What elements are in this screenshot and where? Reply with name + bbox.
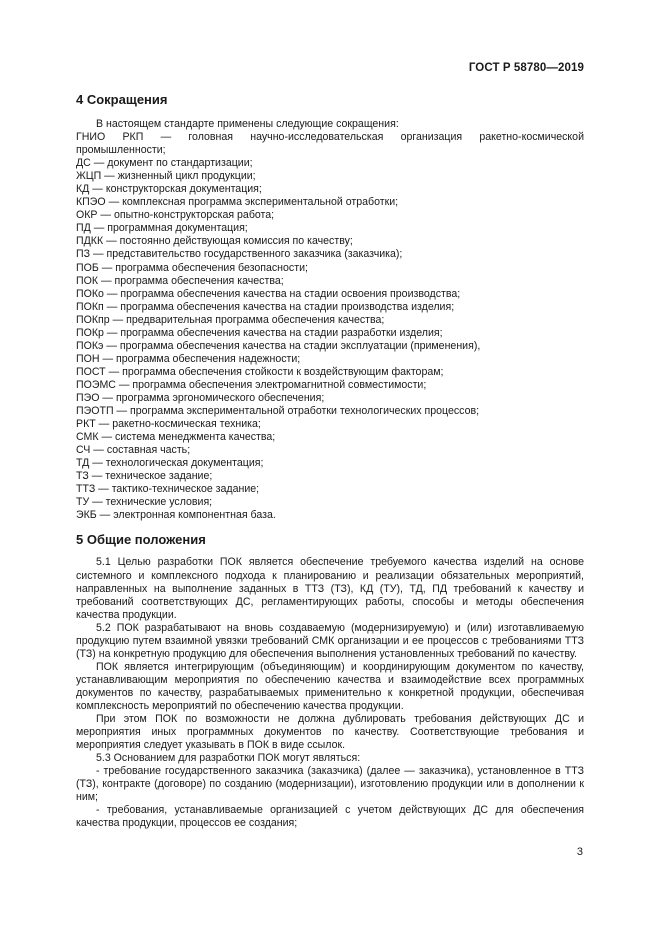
abbr-item: РКТ — ракетно-космическая техника; <box>76 418 261 431</box>
abbr-item: СЧ — составная часть; <box>76 444 191 457</box>
abbr-item: ПОН — программа обеспечения надежности; <box>76 352 301 365</box>
abbr-item: ПОКэ — программа обеспечения качества на стадии эксплуатации (применения), <box>76 339 481 352</box>
abbr-item: ПДКК — постоянно действующая комиссия по качеству; <box>76 235 353 248</box>
abbr-item: ПД — программная документация; <box>76 222 248 235</box>
bullet-customer-requirement: - требование государственного заказчика (заказчика) (далее — заказчика), установленное в ТТЗ (ТЗ), контракте (договоре) по созданию (модернизации), изготовлению продукции или в дополнении к ним; <box>76 765 584 804</box>
abbr-item: ПОКп — программа обеспечения качества на стадии производства изделия; <box>76 300 455 313</box>
paragraph-5-2-references: При этом ПОК по возможности не должна дублировать требования действующих ДС и мероприятия иных программных документов по качеству. Соответствующие требования и мероприятия следует указывать в ПОК в виде ссылок. <box>76 713 584 752</box>
abbr-item: ПОБ — программа обеспечения безопасности; <box>76 261 308 274</box>
paragraph-5-3: 5.3 Основанием для разработки ПОК могут являться: <box>96 752 361 765</box>
abbr-item: ПОК — программа обеспечения качества; <box>76 274 284 287</box>
abbr-item: ПОКо — программа обеспечения качества на стадии освоения производства; <box>76 287 461 300</box>
abbr-item: ПЭОТП — программа экспериментальной отработки технологических процессов; <box>76 405 480 418</box>
abbr-item: ТД — технологическая документация; <box>76 457 264 470</box>
abbr-item: ПОКпр — предварительная программа обеспечения качества; <box>76 313 385 326</box>
abbr-item: ПЗ — представительство государственного заказчика (заказчика); <box>76 248 403 261</box>
section-5-title: 5 Общие положения <box>76 532 206 548</box>
bullet-organization-requirements: - требования, устанавливаемые организацией с учетом действующих ДС для обеспечения качества продукции, процессов ее создания; <box>76 804 584 830</box>
abbr-item: ЖЦП — жизненный цикл продукции; <box>76 170 256 183</box>
section-4-intro: В настоящем стандарте применены следующие сокращения: <box>96 118 399 130</box>
paragraph-5-1: 5.1 Целью разработки ПОК является обеспечение требуемого качества изделий на основе системного и комплексного подхода к планированию и реализации обязательных мероприятий, направленных на выполнение заданных в ТТЗ (ТЗ), КД (ТУ), ТД, ПД требований к качеству и требований соответствующих ДС, регламентирующих работы, способы и методы обеспечения качества продукции. <box>76 556 584 621</box>
abbr-item: ПОКр — программа обеспечения качества на стадии разработки изделия; <box>76 326 443 339</box>
document-code: ГОСТ Р 58780—2019 <box>468 62 584 74</box>
abbr-item: КД — конструкторская документация; <box>76 183 262 196</box>
abbr-item: ПОЭМС — программа обеспечения электромагнитной совместимости; <box>76 378 427 391</box>
page-content <box>76 92 584 830</box>
abbr-item: ЭКБ — электронная компонентная база. <box>76 509 276 522</box>
abbr-item-gnio: ГНИО РКП — головная научно-исследовательская организация ракетно-космической <box>76 131 584 144</box>
paragraph-5-2: 5.2 ПОК разрабатывают на вновь создаваемую (модернизируемую) и (или) изготавливаемую продукцию путем взаимной увязки требований СМК организации и ее процессов с требованиями ТТЗ (ТЗ) на конкретную продукцию для обеспечения выполнения установленных требований по качеству. <box>76 621 584 660</box>
abbr-item: ТЗ — техническое задание; <box>76 470 213 483</box>
abbr-item-gnio-cont: промышленности; <box>76 144 166 157</box>
paragraph-5-2-integrating: ПОК является интегрирующим (объединяющим) и координирующим документом по качеству, устанавливающим мероприятия по обеспечению качества и взаимодействие всех программных документов по качеству, разрабатываемых применительно к конкретной продукции, обеспечивая комплексность мероприятий по обеспечению качества продукции. <box>76 660 584 712</box>
abbr-item: КПЭО — комплексная программа экспериментальной отработки; <box>76 196 399 209</box>
abbr-item: ТТЗ — тактико-техническое задание; <box>76 483 260 496</box>
abbreviation-list <box>76 157 584 522</box>
abbr-item: СМК — система менеджмента качества; <box>76 431 276 444</box>
abbr-item: ТУ — технические условия; <box>76 496 213 509</box>
abbr-item: ПОСТ — программа обеспечения стойкости к воздействующим факторам; <box>76 365 444 378</box>
section-4-title: 4 Сокращения <box>76 92 168 107</box>
abbr-item: ДС — документ по стандартизации; <box>76 157 253 170</box>
abbr-item: ПЭО — программа эргономического обеспечения; <box>76 391 325 404</box>
abbr-item: ОКР — опытно-конструкторская работа; <box>76 209 275 222</box>
page-number: 3 <box>576 846 583 858</box>
